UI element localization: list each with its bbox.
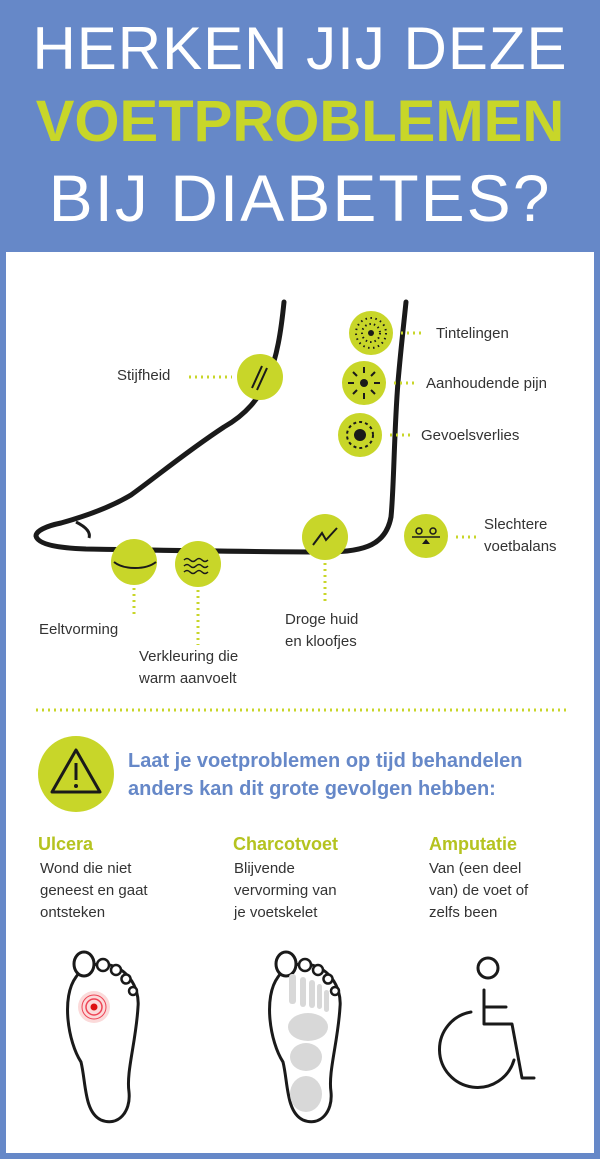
ulcera-foot-icon (68, 952, 139, 1122)
label-stijfheid: Stijfheid (117, 367, 171, 384)
content-card (6, 252, 594, 1153)
label-gevoelsverlies: Gevoelsverlies (421, 427, 520, 444)
charcot-foot-icon (270, 952, 341, 1122)
headline-line-2: VOETPROBLEMEN (35, 89, 565, 154)
stijfheid-icon (237, 354, 283, 400)
label-verkleuring-2: warm aanvoelt (139, 670, 237, 687)
charcot-desc-1: Blijvende (234, 860, 295, 877)
slechtere-voetbalans-icon (404, 514, 448, 558)
charcot-title: Charcotvoet (233, 834, 339, 854)
amputatie-desc-1: Van (een deel (429, 860, 522, 877)
verkleuring-icon (175, 541, 221, 587)
headline-line-1: HERKEN JIJ DEZE (32, 15, 568, 82)
label-eeltvorming: Eeltvorming (39, 621, 119, 638)
ulcera-title: Ulcera (38, 834, 94, 854)
warning-line-1: Laat je voetproblemen op tijd behandelen (128, 750, 523, 772)
ulcera-desc-1: Wond die niet (40, 860, 132, 877)
label-slechtere-2: voetbalans (484, 538, 557, 555)
amputatie-desc-2: van) de voet of (429, 882, 529, 899)
charcot-desc-2: vervorming van (234, 882, 337, 899)
amputatie-title: Amputatie (429, 834, 518, 854)
label-aanhoudende-pijn: Aanhoudende pijn (426, 375, 547, 392)
wheelchair-icon (439, 958, 534, 1087)
label-droge-huid-1: Droge huid (285, 611, 359, 628)
aanhoudende-pijn-icon (342, 361, 386, 405)
label-slechtere-1: Slechtere (484, 516, 548, 533)
tintelingen-icon (349, 311, 393, 355)
label-verkleuring-1: Verkleuring die (139, 648, 239, 665)
amputatie-desc-3: zelfs been (429, 904, 498, 921)
gevoelsverlies-icon (338, 413, 382, 457)
warning-icon (38, 736, 114, 812)
eeltvorming-icon (111, 539, 157, 585)
charcot-desc-3: je voetskelet (234, 904, 318, 921)
label-tintelingen: Tintelingen (436, 325, 509, 342)
droge-huid-icon (302, 514, 348, 560)
header-banner (0, 0, 600, 252)
toe-detail (76, 522, 89, 538)
label-droge-huid-2: en kloofjes (285, 633, 357, 650)
warning-line-2: anders kan dit grote gevolgen hebben: (128, 778, 496, 800)
ulcera-desc-3: ontsteken (40, 904, 106, 921)
headline-line-3: BIJ DIABETES? (48, 161, 552, 235)
ulcera-desc-2: geneest en gaat (40, 882, 148, 899)
